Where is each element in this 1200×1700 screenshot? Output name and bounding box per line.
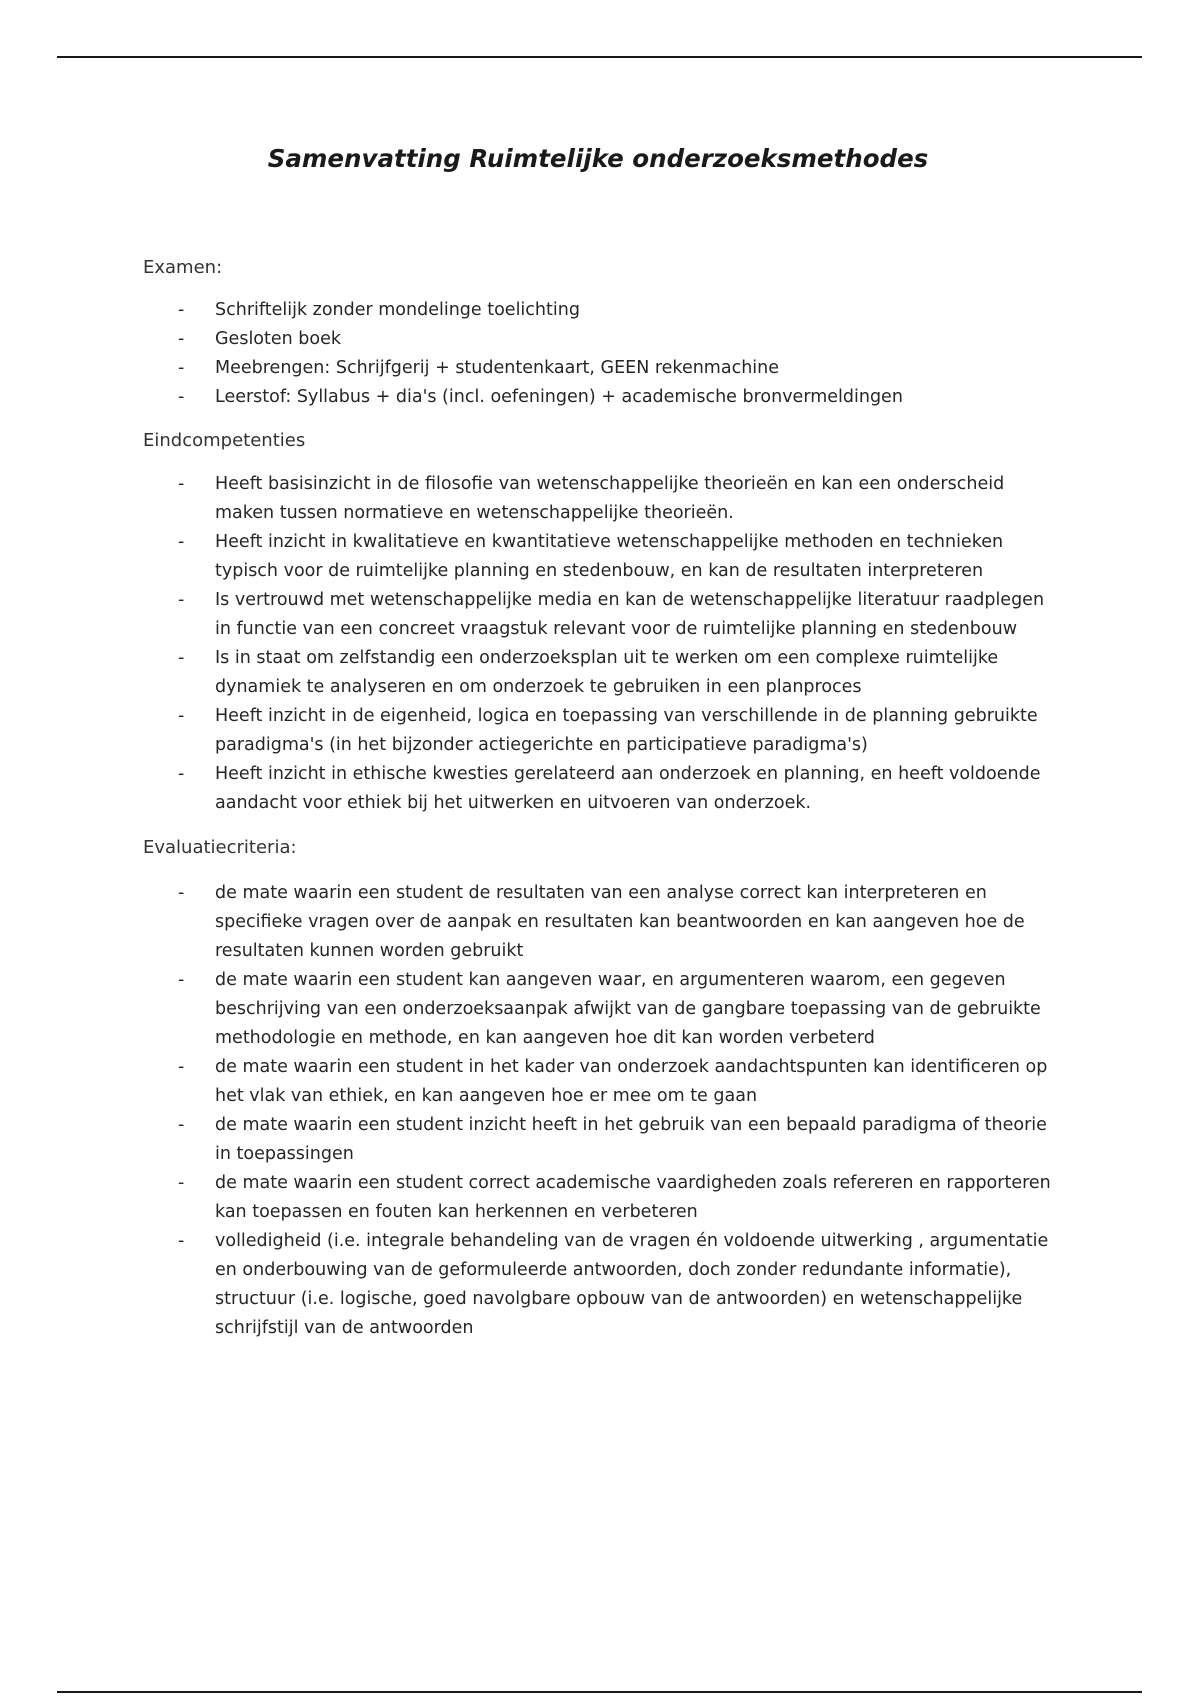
list-item: - de mate waarin een student kan aangeven waar, en argumenteren waarom, een gegeven beschrijving van een onderzoeksaanpak afwijkt van de gangbare toepassing van de gebruikte methodologie en methode, en kan aangeven hoe dit kan worden verbeterd bbox=[143, 966, 1063, 1053]
list-item: - Schriftelijk zonder mondelinge toelichting bbox=[143, 296, 1063, 325]
list-item: - volledigheid (i.e. integrale behandeling van de vragen én voldoende uitwerking , argumentatie en onderbouwing van de geformuleerde antwoorden, doch zonder redundante informatie), structuur (i.e. logische, goed navolgbare opbouw van de antwoorden) en wetenschappelijke schrijfstijl van de antwoorden bbox=[143, 1227, 1063, 1343]
list-item: - Is vertrouwd met wetenschappelijke media en kan de wetenschappelijke literatuur raadplegen in functie van een concreet vraagstuk relevant voor de ruimtelijke planning en stedenbouw bbox=[143, 586, 1063, 644]
list-item: - de mate waarin een student correct academische vaardigheden zoals refereren en rapporteren kan toepassen en fouten kan herkennen en verbeteren bbox=[143, 1169, 1063, 1227]
bullet-dash: - bbox=[178, 474, 185, 494]
bullet-dash: - bbox=[178, 1057, 185, 1077]
list-item: - de mate waarin een student in het kader van onderzoek aandachtspunten kan identificeren op het vlak van ethiek, en kan aangeven hoe er mee om te gaan bbox=[143, 1053, 1063, 1111]
bullet-dash: - bbox=[178, 1231, 185, 1251]
bullet-dash: - bbox=[178, 329, 185, 349]
section-examen bbox=[143, 253, 1063, 412]
header-rule bbox=[57, 56, 1142, 58]
bullet-dash: - bbox=[178, 1115, 185, 1135]
bullet-list bbox=[143, 879, 1063, 1343]
list-item: - Heeft inzicht in ethische kwesties gerelateerd aan onderzoek en planning, en heeft voldoende aandacht voor ethiek bij het uitwerken en uitvoeren van onderzoek. bbox=[143, 760, 1063, 818]
list-item: - de mate waarin een student inzicht heeft in het gebruik van een bepaald paradigma of theorie in toepassingen bbox=[143, 1111, 1063, 1169]
section-heading: Eindcompetenties bbox=[143, 430, 306, 451]
section-eindcompetenties bbox=[143, 426, 1063, 818]
bullet-dash: - bbox=[178, 300, 185, 320]
bullet-list bbox=[143, 470, 1063, 818]
list-item: - Heeft basisinzicht in de filosofie van wetenschappelijke theorieën en kan een onderscheid maken tussen normatieve en wetenschappelijke theorieën. bbox=[143, 470, 1063, 528]
list-item: - Gesloten boek bbox=[143, 325, 1063, 354]
bullet-dash: - bbox=[178, 764, 185, 784]
list-item: - de mate waarin een student de resultaten van een analyse correct kan interpreteren en specifieke vragen over de aanpak en resultaten kan beantwoorden en kan aangeven hoe de resultaten kunnen worden gebruikt bbox=[143, 879, 1063, 966]
bullet-dash: - bbox=[178, 883, 185, 903]
section-evaluatiecriteria bbox=[143, 833, 1063, 1343]
bullet-dash: - bbox=[178, 387, 185, 407]
list-item: - Heeft inzicht in kwalitatieve en kwantitatieve wetenschappelijke methoden en technieken typisch voor de ruimtelijke planning en stedenbouw, en kan de resultaten interpreteren bbox=[143, 528, 1063, 586]
footer-rule bbox=[57, 1691, 1142, 1693]
page-title: Samenvatting Ruimtelijke onderzoeksmethodes bbox=[267, 144, 929, 173]
bullet-dash: - bbox=[178, 532, 185, 552]
list-item: - Leerstof: Syllabus + dia's (incl. oefeningen) + academische bronvermeldingen bbox=[143, 383, 1063, 412]
bullet-dash: - bbox=[178, 970, 185, 990]
bullet-list bbox=[143, 296, 1063, 412]
bullet-dash: - bbox=[178, 1173, 185, 1193]
bullet-dash: - bbox=[178, 590, 185, 610]
bullet-dash: - bbox=[178, 358, 185, 378]
section-heading: Evaluatiecriteria: bbox=[143, 837, 297, 858]
document-body bbox=[143, 144, 1063, 1343]
list-item: - Heeft inzicht in de eigenheid, logica en toepassing van verschillende in de planning gebruikte paradigma's (in het bijzonder actiegerichte en participatieve paradigma's) bbox=[143, 702, 1063, 760]
list-item: - Meebrengen: Schrijfgerij + studentenkaart, GEEN rekenmachine bbox=[143, 354, 1063, 383]
list-item: - Is in staat om zelfstandig een onderzoeksplan uit te werken om een complexe ruimtelijke dynamiek te analyseren en om onderzoek te gebruiken in een planproces bbox=[143, 644, 1063, 702]
bullet-dash: - bbox=[178, 706, 185, 726]
section-heading: Examen: bbox=[143, 257, 223, 278]
bullet-dash: - bbox=[178, 648, 185, 668]
